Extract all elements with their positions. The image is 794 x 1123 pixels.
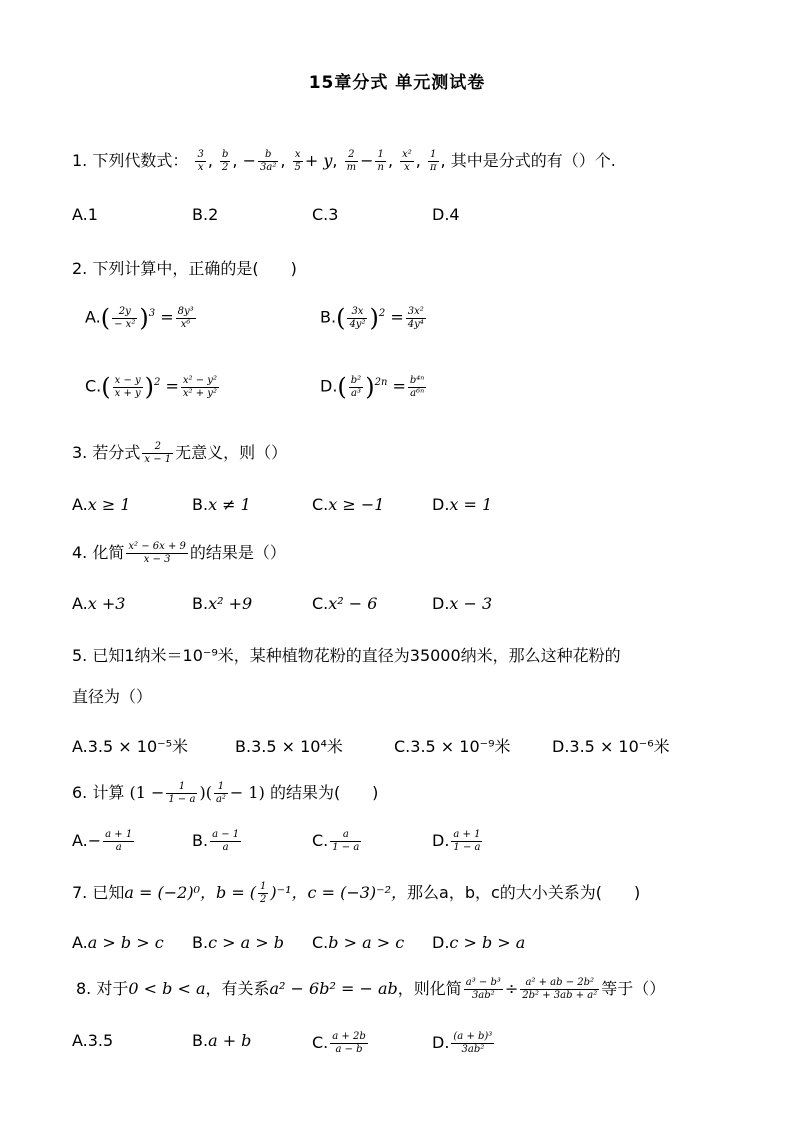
option-c: C. $\frac{a + 2b}{a - b}$ xyxy=(312,1031,366,1055)
question-number: 7. xyxy=(72,883,88,902)
fraction: $\frac{b}{2}$ xyxy=(222,149,229,173)
fraction: $\frac{b}{\text{3a²}}$ xyxy=(260,149,277,173)
option-d: D.x = 1 xyxy=(432,495,493,514)
option-b: B. $\frac{a - 1}{a}$ xyxy=(192,829,240,853)
question-7: 7. 已知a = (−2)⁰，b = ( $\frac{1}{2}$ )⁻¹，c = (−3)⁻²，那么a，b，c的大小关系为( ) xyxy=(72,881,641,905)
question-prefix: 下列代数式： xyxy=(92,151,189,170)
question-text: 直径为（） xyxy=(72,687,153,706)
fraction: $\frac{1}{n}$ xyxy=(377,149,384,173)
option-c: C.x ≥ −1 xyxy=(312,495,385,514)
option-b: B.a + b xyxy=(192,1031,252,1050)
question-number: 4. xyxy=(72,543,88,562)
question-text: 已知1纳米＝10⁻⁹米，某种植物花粉的直径为35000纳米，那么这种花粉的 xyxy=(92,646,621,665)
question-suffix: 其中是分式的有（）个. xyxy=(450,151,616,170)
option-a: A.1 xyxy=(72,205,98,224)
question-number: 5. xyxy=(72,646,88,665)
fraction: $\frac{1}{2}$ xyxy=(260,881,267,905)
fraction: $\frac{2}{m}$ xyxy=(346,149,357,173)
question-1: 1. 下列代数式： $\frac{3}{x}$ , $\frac{b}{2}$ , − $\frac{b}{\text{3a²}}$ , $\frac{x}{5}$ + y, $\frac{2}{m}$ − $\frac{1}{n}$ , $\frac{\text{x²}}{x}$ , $\frac{1}{\pi}$ , 其中是分式的有（）个. xyxy=(72,149,616,173)
question-text: 下列计算中，正确的是( ) xyxy=(92,259,297,278)
question-number: 1. xyxy=(72,151,88,170)
option-b: B.( $\frac{3x}{\text{4y²}}$ )$^2$ = $\frac{\text{3x²}}{\text{4y⁴}}$ xyxy=(320,304,424,332)
question-5-cont xyxy=(72,684,152,707)
option-c: C.( $\frac{x - y}{x + y}$ )$^2$ = $\frac{\text{x² − y²}}{\text{x² + y²}}$ xyxy=(85,373,217,401)
fraction: $\frac{1}{1 - a}$ xyxy=(168,781,196,805)
fraction: $\frac{\text{x² − 6x + 9}}{x - 3}$ xyxy=(128,541,186,565)
option-b: B.2 xyxy=(192,205,219,224)
option-d: D. $\frac{\text{(a + b)³}}{\text{3ab²}}$ xyxy=(432,1031,493,1055)
fraction: $\frac{\text{a³ − b³}}{\text{3ab²}}$ xyxy=(465,977,501,1001)
option-d: D.c > b > a xyxy=(432,933,526,952)
option-d: D.3.5 × 10⁻⁶米 xyxy=(552,737,670,756)
option-a: A.x ≥ 1 xyxy=(72,495,131,514)
fraction: $\frac{3}{x}$ xyxy=(197,149,204,173)
option-c: C.3.5 × 10⁻⁹米 xyxy=(394,737,511,756)
question-8: 8. 对于0 < b < a，有关系a² − 6b² = − ab，则化简 $\frac{\text{a³ − b³}}{\text{3ab²}}$ ÷ $\frac{\text{a² + ab − 2b²}}{\text{2b² + 3ab + a²}}$ 等于（） xyxy=(76,977,666,1001)
option-a: A.− $\frac{a + 1}{a}$ xyxy=(72,829,133,853)
option-b: B.3.5 × 10⁴米 xyxy=(235,737,343,756)
option-d: D.4 xyxy=(432,205,460,224)
option-a: A.3.5 × 10⁻⁵米 xyxy=(72,737,188,756)
fraction: $\frac{\text{a² + ab − 2b²}}{\text{2b² + 3ab + a²}}$ xyxy=(522,977,598,1001)
option-d: D. $\frac{a + 1}{1 - a}$ xyxy=(432,829,481,853)
question-6: 6. 计算 (1 − $\frac{1}{1 - a}$ )( $\frac{1}{\text{a²}}$ − 1) 的结果为( ) xyxy=(72,781,379,805)
option-c: C.x² − 6 xyxy=(312,594,378,613)
option-c: C.b > a > c xyxy=(312,933,405,952)
fraction: $\frac{\text{x²}}{x}$ xyxy=(402,149,412,173)
question-number: 8. xyxy=(76,979,92,998)
question-number: 2. xyxy=(72,259,88,278)
fraction: $\frac{x}{5}$ xyxy=(294,149,301,173)
page-title: 15章分式 单元测试卷 xyxy=(308,73,486,93)
question-5 xyxy=(72,643,621,666)
fraction: $\frac{1}{\text{a²}}$ xyxy=(215,781,226,805)
question-number: 6. xyxy=(72,783,88,802)
question-4: 4. 化简 $\frac{\text{x² − 6x + 9}}{x - 3}$ 的结果是（） xyxy=(72,541,286,565)
question-2 xyxy=(72,256,297,279)
question-number: 3. xyxy=(72,443,88,462)
option-a: A.3.5 xyxy=(72,1031,114,1050)
option-a: A.( $\frac{2y}{\text{− x²}}$ )$^3$ = $\frac{\text{8y³}}{\text{x⁶}}$ xyxy=(85,304,194,332)
option-c: C.3 xyxy=(312,205,339,224)
fraction: $\frac{2}{x - 1}$ xyxy=(144,441,172,465)
option-a: A.x +3 xyxy=(72,594,126,613)
option-b: B.x ≠ 1 xyxy=(192,495,251,514)
option-d: D.( $\frac{\text{b²}}{\text{a³}}$ )$^{2n}$ = $\frac{\text{b⁴ⁿ}}{\text{a⁶ⁿ}}$ xyxy=(320,373,425,401)
option-d: D.x − 3 xyxy=(432,594,493,613)
option-b: B.c > a > b xyxy=(192,933,284,952)
fraction: $\frac{1}{\pi}$ xyxy=(429,149,437,173)
option-a: A.a > b > c xyxy=(72,933,164,952)
option-b: B.x² +9 xyxy=(192,594,253,613)
option-c: C. $\frac{a}{1 - a}$ xyxy=(312,829,360,853)
question-3: 3. 若分式 $\frac{2}{x - 1}$ 无意义，则（） xyxy=(72,441,288,465)
